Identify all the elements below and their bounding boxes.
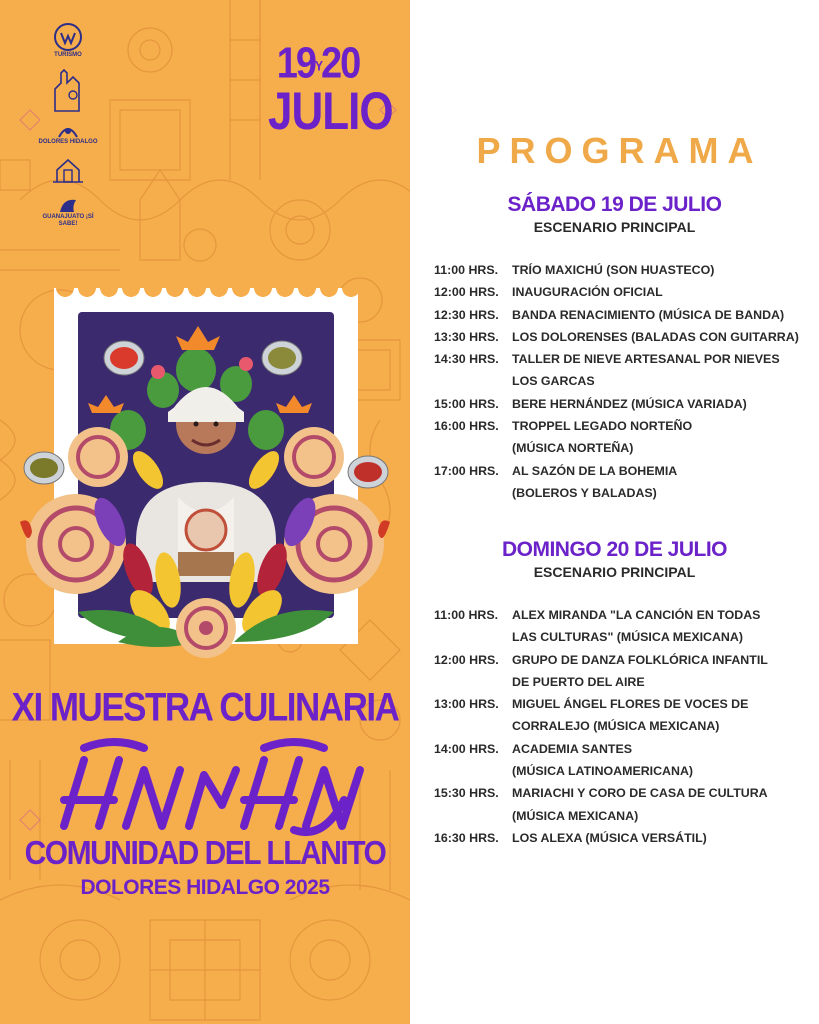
- date-connector: Y: [314, 58, 321, 75]
- schedule-activity: MARIACHI Y CORO DE CASA DE CULTURA: [512, 786, 768, 801]
- schedule-time: [434, 805, 512, 827]
- event-dates: [268, 39, 393, 141]
- schedule-row: [434, 693, 814, 715]
- schedule-activity: BANDA RENACIMIENTO (MÚSICA DE BANDA): [512, 307, 785, 322]
- stage-label-saturday: ESCENARIO PRINCIPAL: [533, 219, 696, 235]
- schedule-activity: CORRALEJO (MÚSICA MEXICANA): [512, 719, 720, 734]
- schedule-row: [434, 626, 814, 648]
- schedule-row: [434, 671, 814, 693]
- schedule-time: [434, 370, 512, 392]
- stage-label-sunday: ESCENARIO PRINCIPAL: [533, 564, 696, 580]
- schedule-row: [434, 460, 814, 482]
- day-title-saturday: SÁBADO 19 DE JULIO: [507, 193, 722, 216]
- day-title-sunday: DOMINGO 20 DE JULIO: [501, 538, 728, 561]
- schedule-activity: TRÍO MAXICHÚ (SON HUASTECO): [512, 263, 715, 277]
- date-month: JULIO: [268, 81, 393, 141]
- schedule-time: 13:30 HRS.: [434, 329, 499, 344]
- schedule-activity: BERE HERNÁNDEZ (MÚSICA VARIADA): [512, 396, 747, 411]
- schedule-activity: LOS ALEXA (MÚSICA VERSÁTIL): [512, 830, 707, 845]
- schedule-time: 11:00 HRS.: [434, 608, 499, 622]
- schedule-time: [434, 437, 512, 459]
- sponsor-logos: [38, 22, 98, 238]
- schedule-activity: AL SAZÓN DE LA BOHEMIA: [512, 463, 678, 478]
- schedule-activity: (MÚSICA NORTEÑA): [512, 441, 634, 456]
- schedule-activity: TROPPEL LEGADO NORTEÑO: [512, 419, 693, 434]
- schedule-row: [434, 482, 814, 504]
- schedule-time: [434, 715, 512, 737]
- schedule-time: 12:00 HRS.: [434, 285, 499, 300]
- schedule-activity: ACADEMIA SANTES: [512, 741, 633, 756]
- schedule-activity: (MÚSICA LATINOAMERICANA): [512, 764, 694, 779]
- schedule-time: [434, 671, 512, 693]
- schedule-time: [434, 626, 512, 648]
- consejo-turistico-logo: [38, 156, 98, 186]
- schedule-activity: LOS DOLORENSES (BALADAS CON GUITARRA): [512, 329, 799, 344]
- schedule-row: [434, 782, 814, 804]
- schedule-time: 16:30 HRS.: [434, 830, 499, 845]
- schedule-row: [434, 259, 814, 281]
- schedule-row: [434, 281, 814, 303]
- culinary-illustration: [18, 312, 394, 672]
- schedule-row: [434, 738, 814, 760]
- schedule-time: 15:30 HRS.: [434, 786, 499, 801]
- schedule-saturday: [434, 259, 814, 504]
- church-logo: [38, 69, 98, 113]
- schedule-time: 12:00 HRS.: [434, 652, 499, 667]
- schedule-time: [434, 482, 512, 504]
- date-day-19: 19: [276, 39, 315, 89]
- community-name: COMUNIDAD DEL LLANITO: [24, 835, 386, 872]
- schedule-row: [434, 604, 814, 626]
- schedule-activity: GRUPO DE DANZA FOLKLÓRICA INFANTIL: [512, 652, 768, 667]
- schedule-activity: LOS GARCAS: [512, 374, 595, 389]
- schedule-row: [434, 715, 814, 737]
- schedule-row: [434, 348, 814, 370]
- schedule-time: 14:30 HRS.: [434, 352, 499, 367]
- schedule-time: 14:00 HRS.: [434, 741, 499, 756]
- schedule-row: [434, 370, 814, 392]
- schedule-time: [434, 760, 512, 782]
- date-day-20: 20: [321, 39, 360, 89]
- schedule-time: 17:00 HRS.: [434, 463, 499, 478]
- schedule-row: [434, 326, 814, 348]
- dolores-hidalgo-logo: DOLORES HIDALGO: [38, 123, 98, 146]
- schedule-activity: (MÚSICA MEXICANA): [512, 808, 639, 823]
- turismo-logo: TURISMO: [38, 22, 98, 59]
- schedule-activity: (BOLEROS Y BALADAS): [512, 485, 657, 500]
- schedule-row: [434, 437, 814, 459]
- schedule-activity: INAUGURACIÓN OFICIAL: [512, 285, 663, 300]
- schedule-row: [434, 304, 814, 326]
- schedule-activity: TALLER DE NIEVE ARTESANAL POR NIEVES: [512, 352, 780, 367]
- event-place-year: DOLORES HIDALGO 2025: [80, 876, 330, 899]
- schedule-row: [434, 649, 814, 671]
- schedule-row: [434, 393, 814, 415]
- schedule-activity: LAS CULTURAS" (MÚSICA MEXICANA): [512, 630, 743, 645]
- schedule-activity: MIGUEL ÁNGEL FLORES DE VOCES DE: [512, 697, 749, 712]
- schedule-row: [434, 760, 814, 782]
- schedule-sunday: [434, 604, 814, 849]
- guanajuato-logo: GUANAJUATO ¡SÍ SABE!: [38, 196, 98, 228]
- event-title: XI MUESTRA CULINARIA: [11, 685, 399, 730]
- program-heading: PROGRAMA: [476, 130, 763, 171]
- schedule-time: 11:00 HRS.: [434, 263, 499, 277]
- hna-hnu-script-title: [44, 730, 374, 840]
- schedule-time: 13:00 HRS.: [434, 697, 499, 712]
- schedule-activity: DE PUERTO DEL AIRE: [512, 674, 645, 689]
- schedule-row: [434, 827, 814, 849]
- schedule-row: [434, 415, 814, 437]
- schedule-time: 16:00 HRS.: [434, 419, 499, 434]
- schedule-row: [434, 805, 814, 827]
- program-panel: [410, 0, 819, 1024]
- schedule-activity: ALEX MIRANDA "LA CANCIÓN EN TODAS: [512, 608, 761, 622]
- schedule-time: 15:00 HRS.: [434, 396, 499, 411]
- schedule-time: 12:30 HRS.: [434, 307, 499, 322]
